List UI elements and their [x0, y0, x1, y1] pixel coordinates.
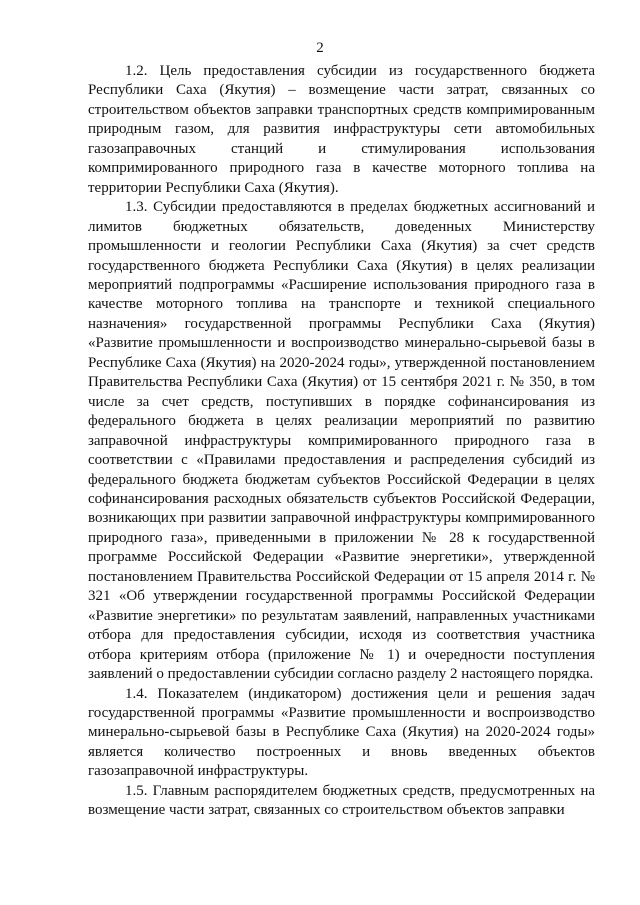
paragraph-1-2: 1.2. Цель предоставления субсидии из государственного бюджета Республики Саха (Якутия) – возмещение части затрат, связанных со строительством объектов заправки транспортных средств компримированным природным газом, для развития инфраструктуры сети автомобильных газозаправочных станций и стимулирования использования компримированного природного газа в качестве моторного топлива на территории Республики Саха (Якутия). — [88, 63, 595, 196]
paragraph-1-3: 1.3. Субсидии предоставляются в пределах бюджетных ассигнований и лимитов бюджетных обязательств, доведенных Министерству промышленности и геологии Республики Саха (Якутия) за счет средств государственного бюджета Республики Саха (Якутия) в целях реализации мероприятий подпрограммы «Расширение использования природного газа в качестве моторного топлива на транспорте и техникой специального назначения» государственной программы Республики Саха (Якутия) «Развитие промышленности и воспроизводство минерально-сырьевой базы в Республике Саха (Якутия) на 2020-2024 годы», утвержденной постановлением Правительства Республики Саха (Якутия) от 15 сентября 2021 г. № 350, в том числе за счет средств, поступивших в порядке софинансирования из федерального бюджета в целях реализации мероприятий по развитию заправочной инфраструктуры компримированного природного газа в соответствии с «Правилами предоставления и распределения субсидий из федерального бюджета бюджетам субъектов Российской Федерации в целях софинансирования расходных обязательств субъектов Российской Федерации, возникающих при развитии заправочной инфраструктуры компримированного природного газа», приведенными в приложении № 28 к государственной программе Российской Федерации «Развитие энергетики», утвержденной постановлением Правительства Российской Федерации от 15 апреля 2014 г. № 321 «Об утверждении государственной программы Российской Федерации «Развитие энергетики» по результатам заявлений, направленных участниками отбора для предоставления субсидии, исходя из соответствия участника отбора критериям отбора (приложение № 1) и очередности поступления заявлений о предоставлении субсидии согласно разделу 2 настоящего порядка. — [88, 199, 595, 683]
document-body — [88, 62, 595, 821]
paragraph-1-5: 1.5. Главным распорядителем бюджетных средств, предусмотренных на возмещение части затрат, связанных со строительством объектов заправки — [88, 782, 595, 819]
paragraph-1-4: 1.4. Показателем (индикатором) достижения цели и решения задач государственной программы «Развитие промышленности и воспроизводство минерально-сырьевой базы в Республике Саха (Якутия) на 2020-2024 годы» является количество построенных и вновь введенных объектов газозаправочной инфраструктуры. — [88, 685, 595, 780]
page-number: 2 — [316, 40, 324, 56]
